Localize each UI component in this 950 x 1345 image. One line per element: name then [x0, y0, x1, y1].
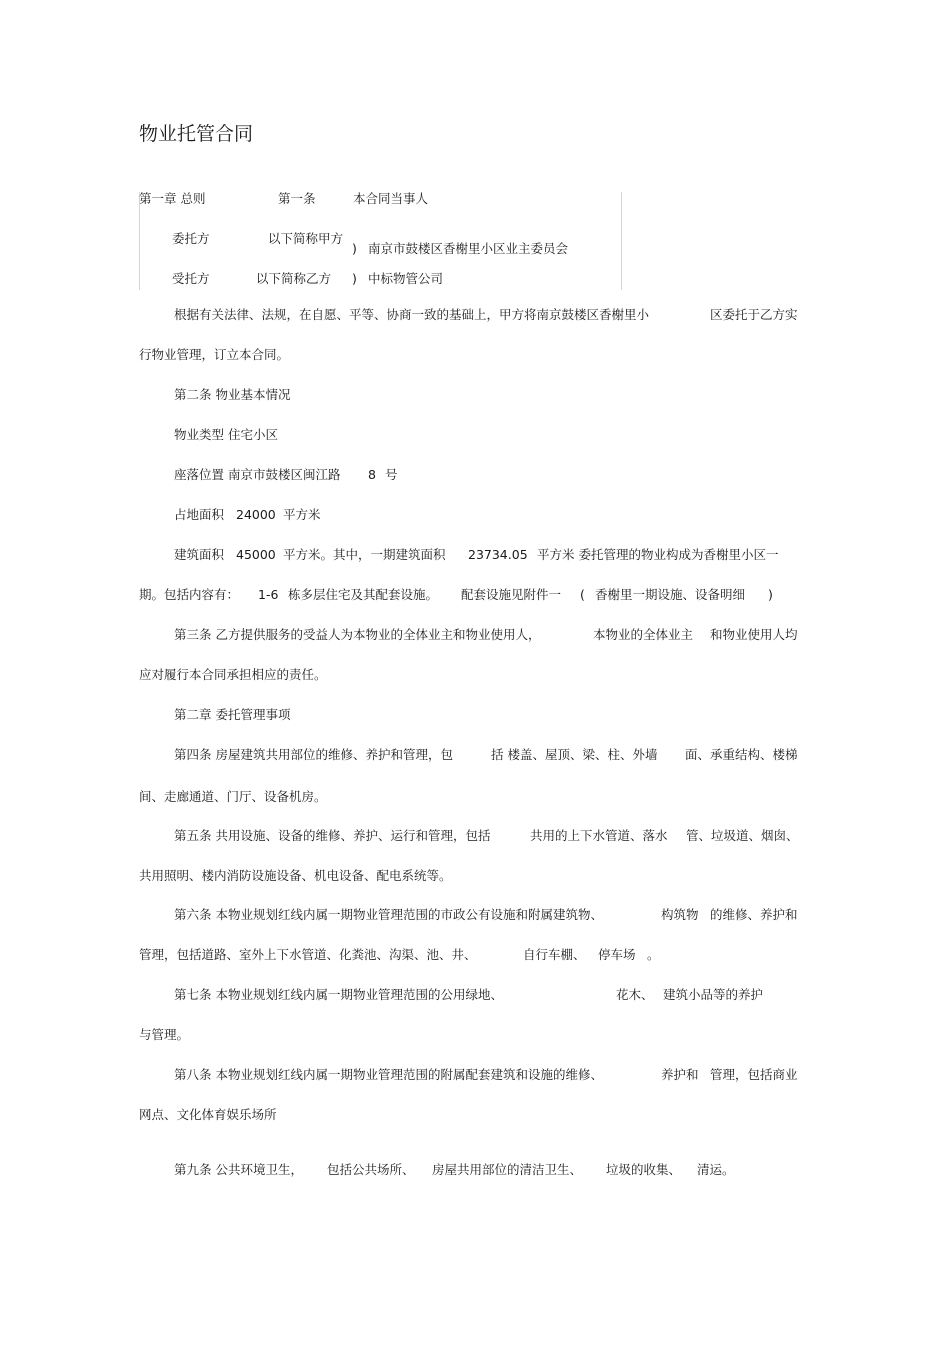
building-area-label: 建筑面积 — [174, 547, 225, 562]
article-5-line-1c: 管、垃圾道、烟囱、 — [686, 828, 799, 843]
article-9-part-e: 清运。 — [697, 1162, 735, 1177]
chapter-heading: 第一章 总则 — [139, 191, 206, 206]
article-6-line-2d: 。 — [647, 947, 660, 962]
article-6-line-2a: 管理，包括道路、室外上下水管道、化粪池、沟渠、池、井、 — [139, 947, 477, 962]
phase-area-value: 23734.05 — [468, 547, 528, 562]
article-5-line-1a: 第五条 共用设施、设备的维修、养护、运行和管理，包括 — [174, 828, 491, 843]
intro-line-2: 行物业管理，订立本合同。 — [139, 347, 290, 362]
article-6-line-2b: 自行车棚、 — [523, 947, 586, 962]
contents-line-c: 配套设施见附件一 — [461, 587, 562, 602]
article-3-line-1b: 本物业的全体业主 — [593, 627, 694, 642]
land-area-label: 占地面积 — [174, 507, 225, 522]
article-7-line-1a: 第七条 本物业规划红线内属一期物业管理范围的公用绿地、 — [174, 987, 503, 1002]
property-type: 物业类型 住宅小区 — [174, 427, 278, 442]
client-label: 委托方 — [172, 231, 210, 246]
contents-line-b: 栋多层住宅及其配套设施。 — [288, 587, 439, 602]
article-7-line-2: 与管理。 — [139, 1027, 190, 1042]
property-location: 座落位置 南京市鼓楼区闽江路 — [174, 467, 341, 482]
article-4-line-1b: 括 楼盖、屋顶、梁、柱、外墙 — [491, 747, 658, 762]
land-area-value: 24000 — [236, 507, 276, 522]
building-area-value: 45000 — [236, 547, 276, 562]
chapter-2-heading: 第二章 委托管理事项 — [174, 707, 291, 722]
property-location-suffix: 号 — [385, 467, 398, 482]
intro-line-1-end: 区委托于乙方实 — [710, 307, 798, 322]
article-6-line-1b: 构筑物 — [661, 907, 699, 922]
article-2-heading: 第二条 物业基本情况 — [174, 387, 291, 402]
contractor-label: 受托方 — [172, 271, 210, 286]
table-border-right — [621, 192, 622, 290]
article-3-line-2: 应对履行本合同承担相应的责任。 — [139, 667, 327, 682]
contractor-name: 中标物管公司 — [368, 271, 444, 286]
article-9-part-a: 第九条 公共环境卫生， — [174, 1162, 303, 1177]
intro-line-1: 根据有关法律、法规，在自愿、平等、协商一致的基础上，甲方将南京鼓楼区香榭里小 — [174, 307, 650, 322]
article-5-line-2: 共用照明、楼内消防设施设备、机电设备、配电系统等。 — [139, 868, 452, 883]
article-7-line-1b: 花木、 — [616, 987, 654, 1002]
article-8-line-2: 网点、文化体育娱乐场所 — [139, 1107, 277, 1122]
parties-label: 本合同当事人 — [353, 191, 429, 206]
article-number: 第一条 — [278, 191, 316, 206]
contents-range: 1-6 — [258, 587, 279, 602]
article-9-part-c: 房屋共用部位的清洁卫生、 — [432, 1162, 583, 1177]
article-6-line-1a: 第六条 本物业规划红线内属一期物业管理范围的市政公有设施和附属建筑物、 — [174, 907, 603, 922]
contractor-note: 以下简称乙方 — [256, 271, 332, 286]
contents-paren-close: ) — [768, 587, 773, 602]
contractor-paren: ) — [352, 271, 357, 286]
contents-line-e: 香榭里一期设施、设备明细 — [595, 587, 746, 602]
article-8-line-1b: 养护和 — [661, 1067, 699, 1082]
contents-line-a: 期。包括内容有： — [139, 587, 240, 602]
article-8-line-1c: 管理，包括商业 — [710, 1067, 798, 1082]
client-note: 以下简称甲方 — [268, 231, 344, 246]
building-area-mid: 平方米。其中，一期建筑面积 — [283, 547, 446, 562]
article-4-line-1c: 面、承重结构、楼梯 — [685, 747, 798, 762]
building-area-end: 平方米 委托管理的物业构成为香榭里小区一 — [537, 547, 779, 562]
article-4-line-1a: 第四条 房屋建筑共用部位的维修、养护和管理，包 — [174, 747, 453, 762]
client-name: 南京市鼓楼区香榭里小区业主委员会 — [368, 241, 569, 256]
client-paren: ) — [352, 241, 357, 256]
article-6-line-2c: 停车场 — [598, 947, 636, 962]
article-9-part-d: 垃圾的收集、 — [606, 1162, 682, 1177]
article-7-line-1c: 建筑小品等的养护 — [663, 987, 764, 1002]
contents-paren-open: ( — [580, 587, 585, 602]
article-5-line-1b: 共用的上下水管道、落水 — [530, 828, 668, 843]
document-title: 物业托管合同 — [139, 123, 254, 145]
land-area-unit: 平方米 — [283, 507, 321, 522]
article-8-line-1a: 第八条 本物业规划红线内属一期物业管理范围的附属配套建筑和设施的维修、 — [174, 1067, 603, 1082]
property-location-number: 8 — [368, 467, 376, 482]
article-9-part-b: 包括公共场所、 — [327, 1162, 415, 1177]
article-4-line-2: 间、走廊通道、门厅、设备机房。 — [139, 789, 327, 804]
article-3-line-1c: 和物业使用人均 — [710, 627, 798, 642]
article-6-line-1c: 的维修、养护和 — [710, 907, 798, 922]
article-3-line-1a: 第三条 乙方提供服务的受益人为本物业的全体业主和物业使用人， — [174, 627, 541, 642]
